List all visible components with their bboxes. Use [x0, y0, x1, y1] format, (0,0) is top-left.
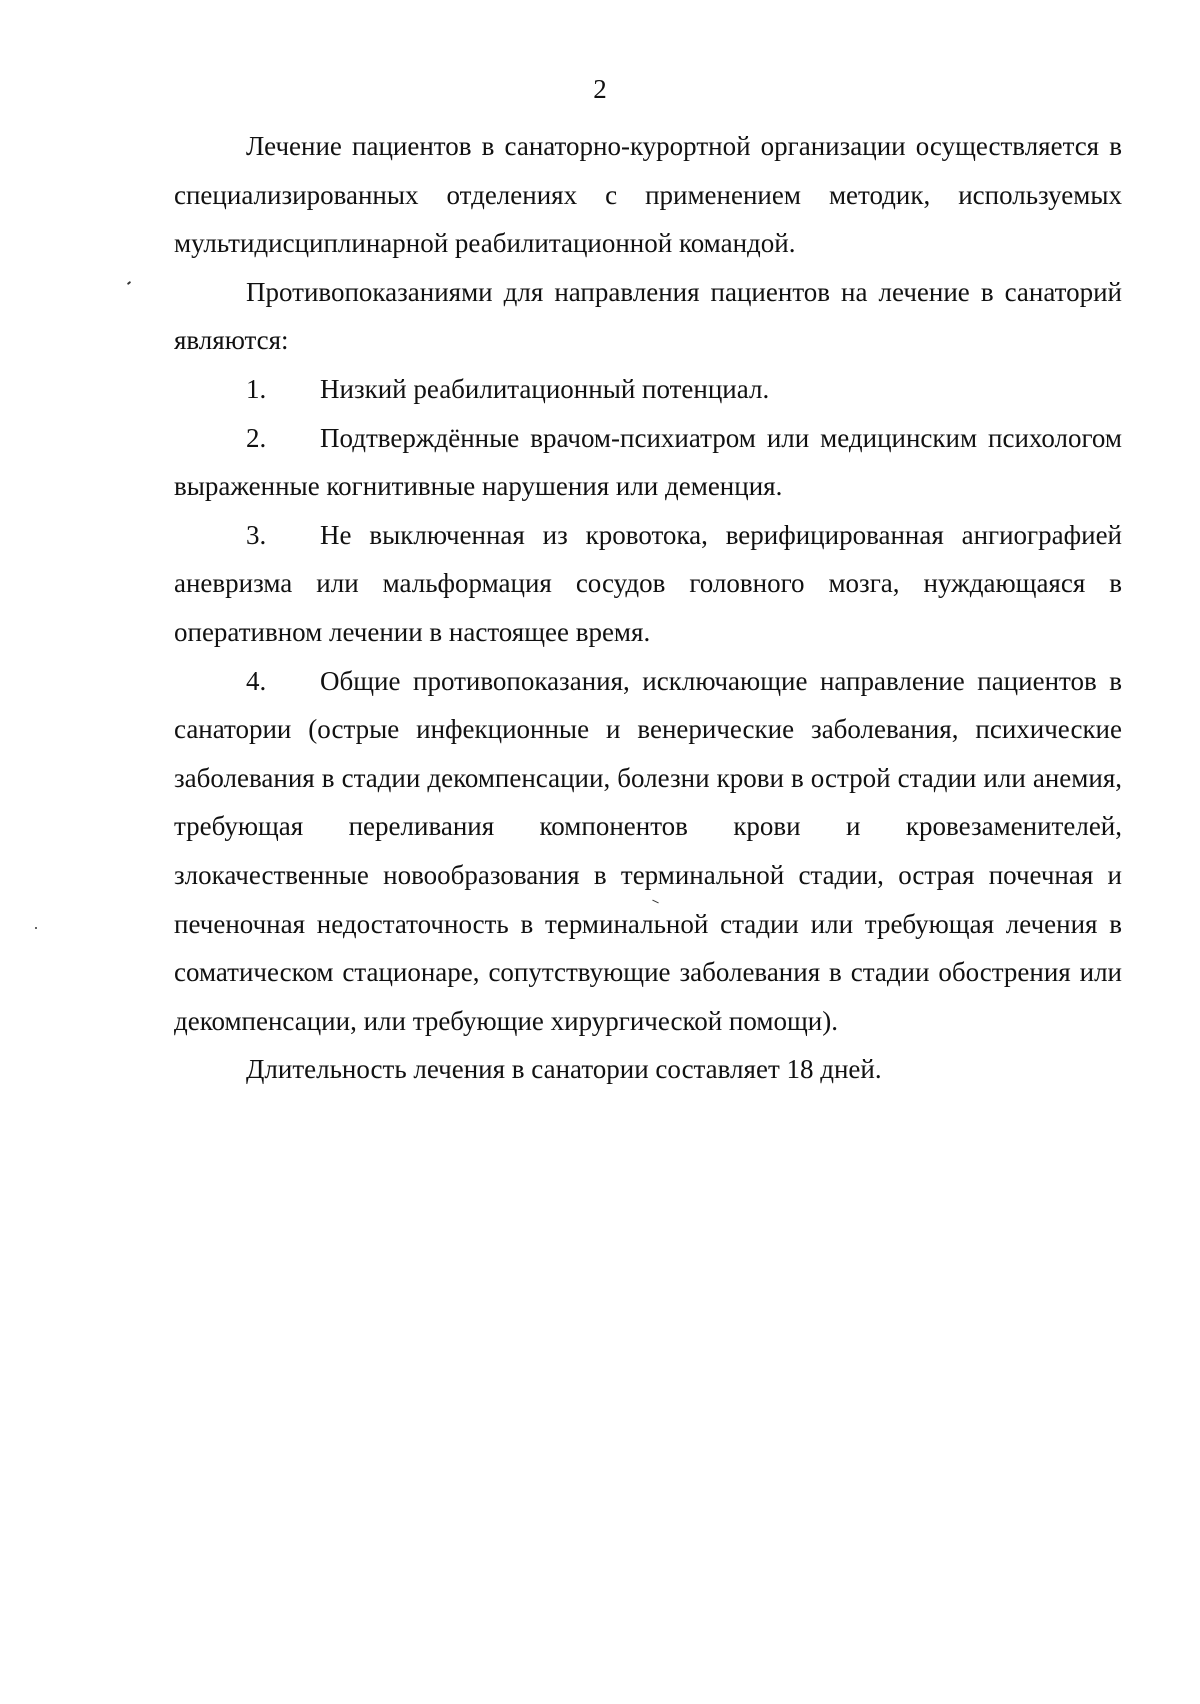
contraindications-heading: Противопоказаниями для направления пациентов на лечение в санаторий являются:: [174, 276, 1122, 356]
list-item-text: Подтверждённые врачом-психиатром или медицинским психологом выраженные когнитивные нарушения или деменция.: [174, 422, 1122, 502]
list-item: [174, 657, 1122, 1046]
list-item-text: Общие противопоказания, исключающие направление пациентов в санатории (острые инфекционные и венерические заболевания, психические заболевания в стадии декомпенсации, болезни крови в острой стадии или анемия, требующая переливания компонентов крови и кровезаменителей, злокачественные новообразования в терминальной стадии, острая почечная и печеночная недостаточность в терминальной стадии или требующая лечения в соматическом стационаре, сопутствующие заболевания в стадии обострения или декомпенсации, или требующие хирургической помощи).: [174, 665, 1122, 1036]
list-item: [174, 511, 1122, 657]
scan-speck: [127, 281, 131, 285]
intro-paragraph: Лечение пациентов в санаторно-курортной организации осуществляется в специализированных отделениях с применением методик, используемых мультидисциплинарной реабилитационной командой.: [174, 131, 1122, 259]
list-item-text: Не выключенная из кровотока, верифицированная ангиографией аневризма или мальформация сосудов головного мозга, нуждающаяся в оперативном лечении в настоящее время.: [174, 519, 1122, 647]
list-item-number: 1.: [246, 373, 267, 404]
contraindications-list: [174, 365, 1122, 1045]
list-item: [174, 365, 1122, 414]
duration-paragraph: Длительность лечения в санатории составляет 18 дней.: [246, 1054, 882, 1085]
list-item-number: 2.: [246, 422, 267, 453]
page-number: 2: [593, 74, 607, 104]
scan-speck: [35, 927, 37, 929]
document-body: [174, 122, 1122, 1094]
list-item-number: 4.: [246, 665, 267, 696]
list-item: [174, 414, 1122, 511]
list-item-number: 3.: [246, 519, 267, 550]
list-item-text: Низкий реабилитационный потенциал.: [320, 373, 770, 404]
